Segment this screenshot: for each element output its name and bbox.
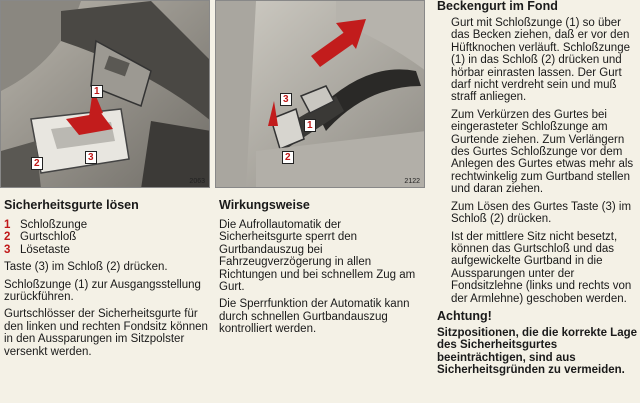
paragraph: Zum Lösen des Gurtes Taste (3) im Schloß (2) drücken.: [451, 200, 632, 226]
section-function: [219, 199, 427, 341]
figure-number: 2063: [189, 178, 205, 185]
paragraph: Gurt mit Schloßzunge (1) so über das Becken ziehen, daß er vor den Hüftknochen verläuft. Schloßzunge (1) in das Schloß (2) drücken und hörbar einrasten lassen. Der Gurt darf nicht verdreht sein und muß straff anliegen.: [451, 17, 630, 104]
paragraph: Gurtschlösser der Sicherheitsgurte für den linken und rechten Fondsitz können in den Aussparungen im Sitzpolster versenkt werden.: [4, 308, 208, 358]
paragraph: Zum Verkürzen des Gurtes bei eingerasteter Schloßzunge am Gurtende ziehen. Zum Verlängern des Gurtes Schloßzunge vor dem Anlegen des Gurtes etwas mehr als rechtwinkelig zum Gurtband stellen und daran ziehen.: [451, 108, 634, 196]
marker-1: 1: [304, 119, 316, 132]
marker-3: 3: [85, 151, 97, 164]
paragraph: Taste (3) im Schloß (2) drücken.: [4, 261, 168, 274]
parts-list: [4, 219, 214, 256]
figure-buckle-release: [0, 0, 210, 188]
marker-2: 2: [31, 157, 43, 170]
warning-heading: Achtung!: [437, 308, 492, 323]
figure-lap-belt: [215, 0, 425, 188]
section-heading: Beckengurt im Fond: [437, 0, 558, 13]
list-item: 3 Lösetaste: [4, 243, 70, 256]
marker-2: 2: [282, 151, 294, 164]
paragraph: Schloßzunge (1) zur Ausgangsstellung zurückführen.: [4, 278, 201, 304]
paragraph: Die Sperrfunktion der Automatik kann durch schnellen Gurtbandauszug kontrolliert werden.: [219, 298, 410, 336]
marker-1: 1: [91, 85, 103, 98]
section-rear-lap-belt: [437, 0, 637, 382]
paragraph: Ist der mittlere Sitz nicht besetzt, können das Gurtschloß und das aufgewickelte Gurtband in die Aussparungen unter der Fondsitzlehne (links und rechts von der Armlehne) geschoben werden.: [451, 230, 632, 305]
marker-3: 3: [280, 93, 292, 106]
list-item: 1 Schloßzunge: [4, 219, 88, 231]
lap-belt-illustration: [216, 1, 425, 188]
list-item: 2 Gurtschloß: [4, 231, 77, 244]
paragraph: Die Aufrollautomatik der Sicherheitsgurte sperrt den Gurtbandauszug bei Fahrzeugverzögerung in allen Richtungen und bei schnellem Zug am Gurt.: [219, 219, 416, 294]
figure-number: 2122: [404, 178, 420, 185]
section-heading: Wirkungsweise: [219, 198, 310, 212]
section-release-belts: [4, 199, 214, 363]
warning-text: Sitzpositionen, die die korrekte Lage des Sicherheitsgurtes beeinträchtigen, sind aus Sicherheitsgründen zu vermeiden.: [437, 326, 638, 377]
section-heading: Sicherheitsgurte lösen: [4, 198, 139, 212]
